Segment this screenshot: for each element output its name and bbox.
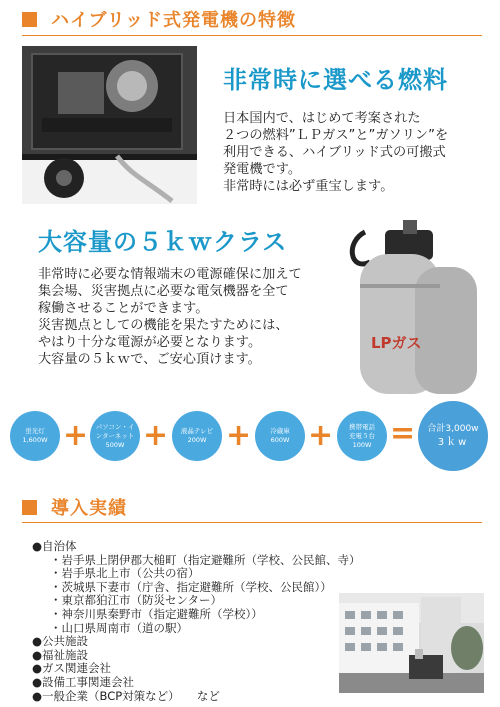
circle-fridge [255,411,305,461]
list-item: ●自治体 [32,539,77,553]
feature1-text [223,110,448,195]
feature2-heading: 大容量の５ｋｗクラス [38,228,288,256]
feature1-line: 利用できる、ハイブリッド式の可搬式 [223,145,446,160]
list-item: ・東京都狛江市（防災センター） [50,593,223,608]
feature1-heading: 非常時に選べる燃料 [223,66,448,94]
orange-square-icon [22,12,37,27]
header-divider [22,35,482,36]
list-item: ・岩手県北上市（公共の宿） [50,566,200,581]
feature2-text [38,266,302,368]
list-item: ●一般企業（BCP対策など） など [32,688,220,703]
circle-value: 100W [352,440,372,449]
plus-icon: + [226,418,252,453]
circle-tv [172,411,222,461]
orange-square-icon [22,500,37,515]
circle-value: 600W [270,436,290,444]
cylinder-label: LPガス [371,334,422,352]
plus-icon: + [63,418,89,453]
section-header-adoption [22,492,127,522]
list-item: ●ガス関連会社 [32,661,112,676]
list-item: ・神奈川県秦野市（指定避難所（学校）） [50,606,263,621]
plus-icon: + [308,418,334,453]
feature1-line: ２つの燃料”ＬＰガス”と”ガソリン”を [223,128,449,143]
circle-value: 500W [105,440,125,449]
section-title-features: ハイブリッド式発電機の特徴 [51,10,297,31]
circle-label-line: パソコン・イ [95,422,135,431]
feature2-line: 稼働させることができます。 [38,301,209,316]
list-item: ●公共施設 [32,634,89,649]
circle-label-line: ンターネット [95,431,135,440]
lp-gas-cylinder-photo [345,212,480,394]
circle-label-line: 携帯電話 [349,422,375,431]
list-item: ・茨城県下妻市（庁舎、指定避難所（学校、公民館）） [50,579,332,594]
feature2-line: 非常時に必要な情報端末の電源確保に加えて [38,267,302,282]
circle-value: 200W [187,436,207,444]
section-header-features [22,4,296,34]
header-divider [22,522,482,523]
equals-icon: = [390,416,416,451]
circle-phone [337,411,387,461]
list-item: ●福祉施設 [32,647,89,662]
circle-fluorescent [10,411,60,461]
total-value: 3ｋw [437,437,469,448]
generator-photo [22,46,197,204]
feature2-line: 集会場、災害拠点に必要な電気機器を全て [38,284,289,299]
feature1-line: 発電機です。 [223,162,302,177]
circle-label: 冷蔵庫 [270,427,290,435]
feature1-line: 非常時には必ず重宝します。 [223,179,394,194]
circle-label: 液晶テレビ [180,427,214,435]
list-item: ・山口県周南市（道の駅） [50,620,188,635]
circle-label-line: 充電５台 [349,431,375,440]
circle-label: 蛍光灯 [25,427,45,435]
circle-pc [90,411,140,461]
list-item: ●設備工事関連会社 [32,674,135,689]
list-item: ・岩手県上閉伊郡大槌町（指定避難所（学校、公民館、寺） [50,552,361,567]
feature2-line: やはり十分な電源が必要となります。 [38,335,262,350]
circle-value: 1,600W [22,436,48,444]
plus-icon: + [143,418,169,453]
total-label: 合計3,000w [427,424,479,434]
feature2-line: 大容量の５ｋｗで、ご安心頂けます。 [38,352,261,367]
adoption-list [32,540,361,703]
circle-total [418,401,488,471]
feature1-line: 日本国内で、はじめて考案された [223,111,421,126]
building-photo [339,593,484,693]
section-title-adoption: 導入実績 [51,498,127,519]
feature2-line: 災害拠点としての機能を果たすためには、 [38,318,289,333]
